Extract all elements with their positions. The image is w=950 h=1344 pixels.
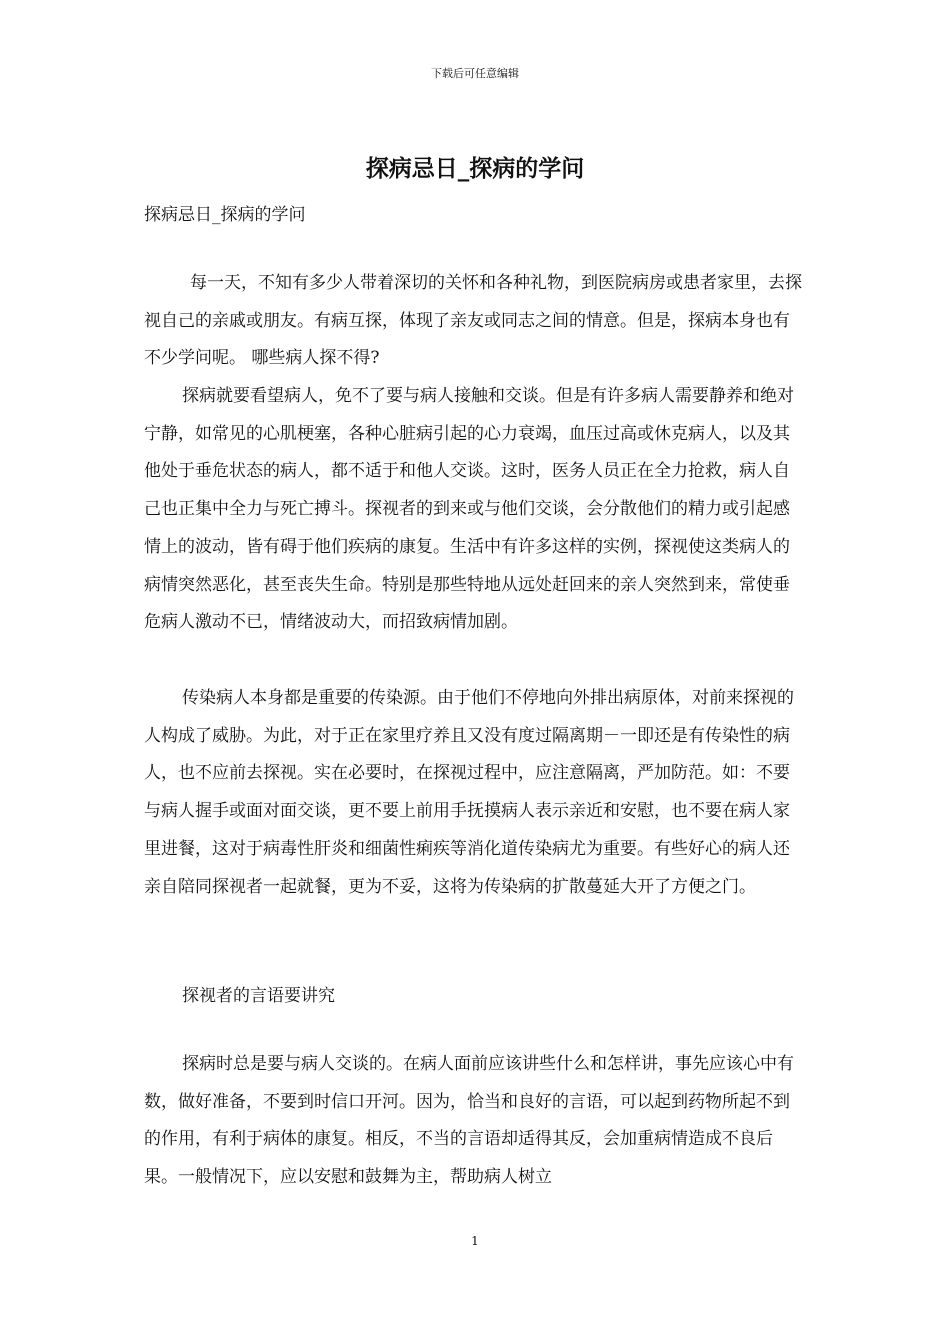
paragraph-critical-patients: 探病就要看望病人，免不了要与病人接触和交谈。但是有许多病人需要静养和绝对宁静，如常见的心肌梗塞，各种心脏病引起的心力衰竭，血压过高或休克病人，以及其他处于垂危状态的病人，都不适于和他人交谈。这时，医务人员正在全力抢救，病人自己也正集中全力与死亡搏斗。探视者的到来或与他们交谈，会分散他们的精力或引起感情上的波动，皆有碍于他们疾病的康复。生活中有许多这样的实例，探视使这类病人的病情突然恶化，甚至丧失生命。特别是那些特地从远处赶回来的亲人突然到来，常使垂危病人激动不已，情绪波动大，而招致病情加剧。 bbox=[144, 386, 794, 633]
section-heading: 探视者的言语要讲究 bbox=[182, 986, 335, 1006]
paragraph-visitor-speech: 探病时总是要与病人交谈的。在病人面前应该讲些什么和怎样讲，事先应该心中有数，做好准备，不要到时信口开河。因为，恰当和良好的言语，可以起到药物所起不到的作用，有利于病体的康复。相反，不当的言语却适得其反，会加重病情造成不良后果。一般情况下，应以安慰和鼓舞为主，帮助病人树立 bbox=[144, 1054, 794, 1188]
page-header-note: 下载后可任意编辑 bbox=[431, 67, 519, 80]
paragraph-infectious-patients: 传染病人本身都是重要的传染源。由于他们不停地向外排出病原体，对前来探视的人构成了威胁。为此，对于正在家里疗养且又没有度过隔离期－一即还是有传染性的病人，也不应前去探视。实在必要时，在探视过程中，应注意隔离，严加防范。如：不要与病人握手或面对面交谈，更不要上前用手抚摸病人表示亲近和安慰，也不要在病人家里进餐，这对于病毒性肝炎和细菌性痢疾等消化道传染病尤为重要。有些好心的病人还亲自陪同探视者一起就餐，更为不妥，这将为传染病的扩散蔓延大开了方便之门。 bbox=[144, 688, 794, 897]
page-number: 1 bbox=[471, 1234, 479, 1248]
document-subtitle: 探病忌日_探病的学问 bbox=[144, 205, 306, 225]
paragraph-intro: 每一天，不知有多少人带着深切的关怀和各种礼物，到医院病房或患者家里，去探视自己的亲戚或朋友。有病互探，体现了亲友或同志之间的情意。但是，探病本身也有不少学问呢。 哪些病人探不得? bbox=[144, 273, 802, 369]
document-title: 探病忌日_探病的学问 bbox=[365, 155, 585, 182]
